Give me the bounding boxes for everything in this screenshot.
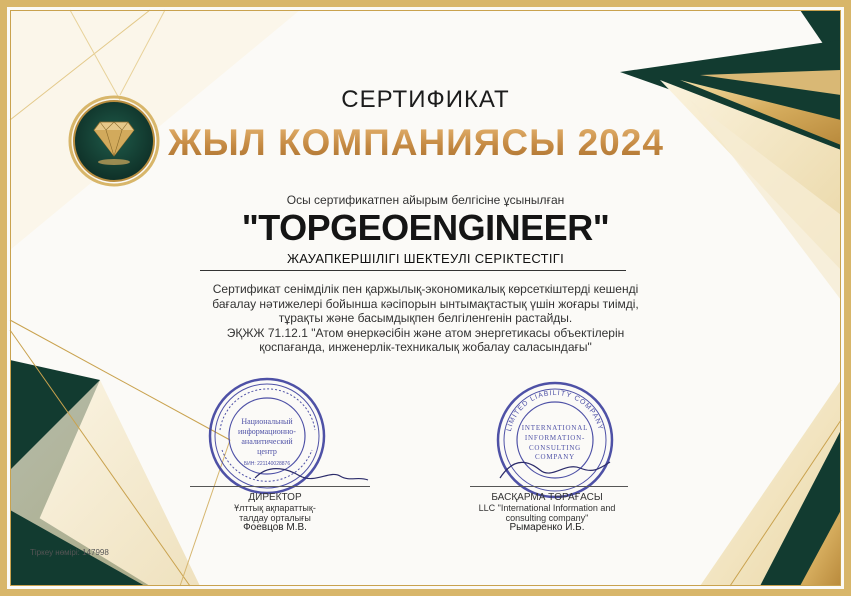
signature-right-org-1: LLC "International Information and [478, 503, 616, 513]
signature-left-org-1: Ұлттық ақпараттық- [234, 503, 316, 513]
body-line: бағалау нәтижелері бойынша кәсіпорын ынтымақтастық үшін жоғары тиімді, [212, 296, 639, 311]
signature-line-right [470, 486, 628, 487]
signature-block-right [452, 493, 642, 533]
stamp-right-text-2: INFORMATION- [524, 434, 586, 442]
stamp-left-text-3: аналитический [241, 437, 293, 446]
body-line: ЭҚЖЖ 71.12.1 "Атом өнеркәсібін және атом энергетикасы объектілерін [226, 325, 625, 340]
signature-left-name: Фоевцов М.В. [243, 522, 307, 533]
certificate-body [150, 282, 701, 355]
certificate-intro: Осы сертификатпен айырым белгісіне ұсынылған [286, 193, 565, 207]
signature-right-name: Рымаренко И.Б. [509, 522, 585, 533]
stamp-right-text-3: CONSULTING [528, 444, 582, 452]
company-name: "TOPGEOENGINEER" [241, 207, 610, 248]
body-line: Сертификат сенімділік пен қаржылық-экономикалық көрсеткіштерді кешенді [212, 282, 639, 296]
signature-left-org-2: талдау орталығы [239, 513, 311, 523]
body-line: қоспағанда, инженерлік-техникалық жобалау саласындағы" [259, 340, 592, 354]
signature-right-org-2: consulting company" [505, 513, 589, 523]
company-legal-form: ЖАУАПКЕРШІЛІГІ ШЕКТЕУЛІ СЕРІКТЕСТІГІ [286, 251, 565, 266]
divider-line [200, 270, 626, 271]
signature-line-left [190, 486, 370, 487]
signature-block-left [185, 493, 365, 533]
certificate-title: СЕРТИФИКАТ [341, 86, 510, 113]
registration-number: Тіркеу нөмірі: 147998 [30, 548, 109, 557]
stamp-right-ring-text: LIMITED LIABILITY COMPANY [505, 389, 604, 433]
signature-right-role: БАСҚАРМА ТӨРАҒАСЫ [491, 492, 603, 503]
stamp-left-text-1: Национальный [241, 417, 293, 426]
body-line: тұрақты және басымдықпен белгіленгенін растайды. [278, 311, 573, 325]
signature-left-role: ДИРЕКТОР [248, 492, 302, 503]
stamp-right-text-4: COMPANY [535, 453, 575, 461]
stamp-right-text-1: INTERNATIONAL [521, 424, 589, 432]
stamp-left-text-2: информационно- [238, 427, 296, 436]
stamp-left-text-4: центр [257, 447, 277, 456]
stamp-left-number: БИН: 221140028876 [243, 461, 291, 467]
certificate-subtitle: ЖЫЛ КОМПАНИЯСЫ 2024 [112, 122, 720, 164]
